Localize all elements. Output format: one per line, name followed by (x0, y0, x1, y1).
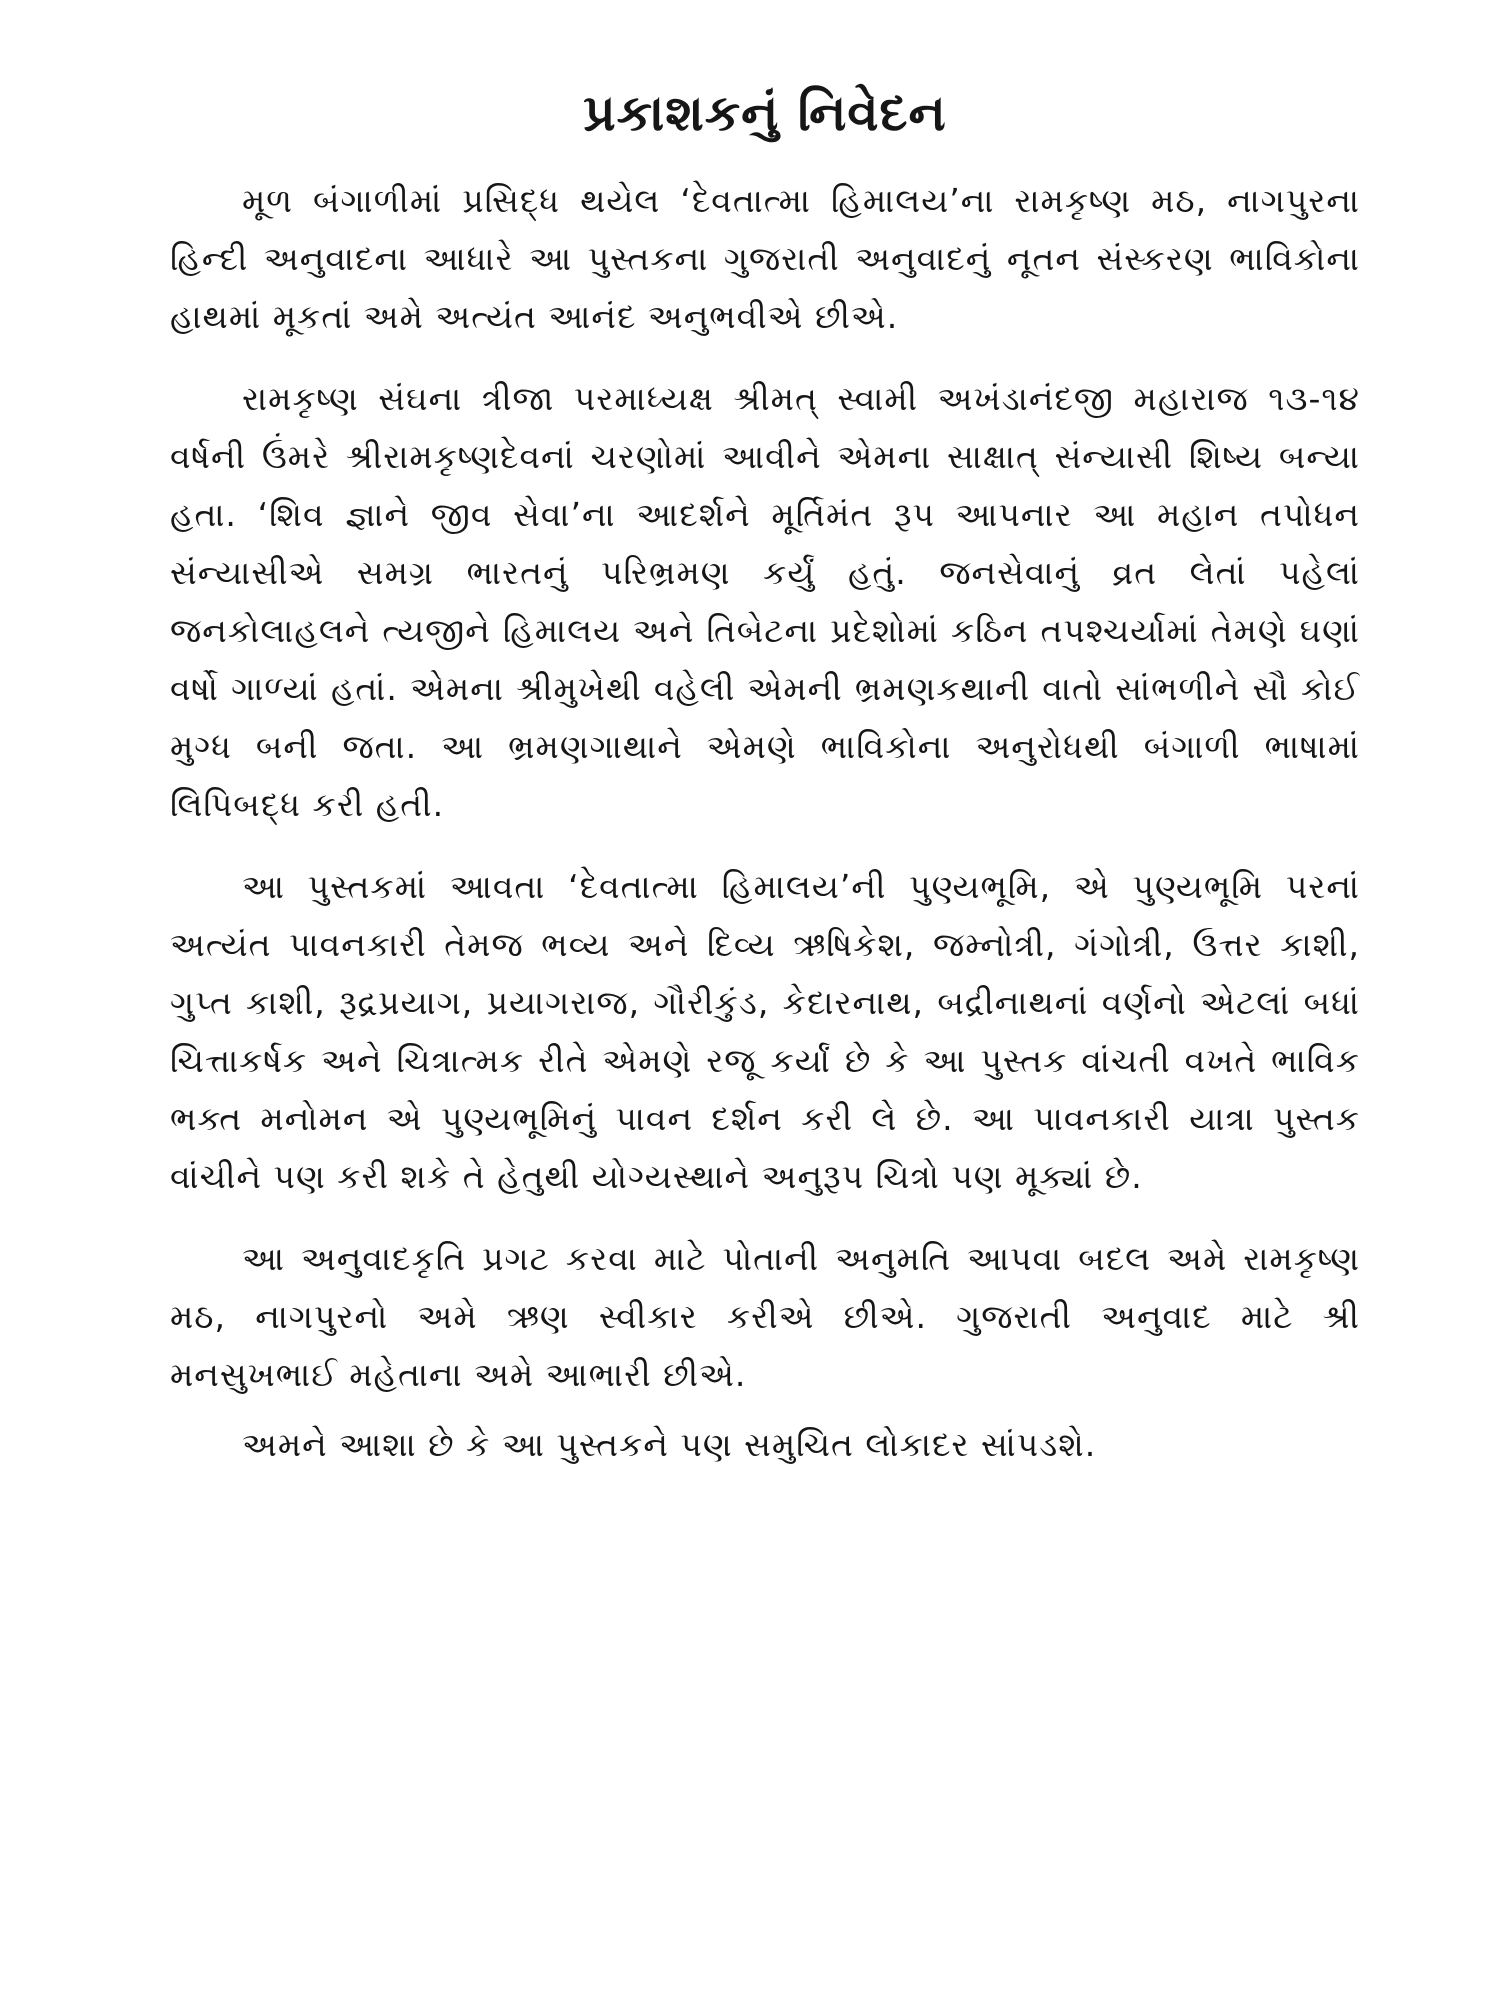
document-body (170, 172, 1360, 1474)
paragraph-4: આ અનુવાદકૃતિ પ્રગટ કરવા માટે પોતાની અનુમતિ આપવા બદલ અમે રામકૃષ્ણ મઠ, નાગપુરનો અમે ઋણ સ્વીકાર કરીએ છીએ. ગુજરાતી અનુવાદ માટે શ્રી મનસુખભાઈ મહેતાના અમે આભારી છીએ. (170, 1239, 1360, 1394)
page-title: પ્રકાશકનું નિવેદન (583, 84, 947, 142)
paragraph-5: અમને આશા છે કે આ પુસ્તકને પણ સમુચિત લોકાદર સાંપડશે. (242, 1425, 1097, 1464)
paragraph-1: મૂળ બંગાળીમાં પ્રસિદ્ધ થયેલ ‘દેવતાત્મા હિમાલય’ના રામકૃષ્ણ મઠ, નાગપુરના હિન્દી અનુવાદના આધારે આ પુસ્તકના ગુજરાતી અનુવાદનું નૂતન સંસ્કરણ ભાવિકોના હાથમાં મૂકતાં અમે અત્યંત આનંદ અનુભવીએ છીએ. (170, 181, 1360, 336)
paragraph-2: રામકૃષ્ણ સંઘના ત્રીજા પરમાધ્યક્ષ શ્રીમત્ સ્વામી અખંડાનંદજી મહારાજ ૧૩-૧૪ વર્ષની ઉંમરે શ્રીરામકૃષ્ણદેવનાં ચરણોમાં આવીને એમના સાક્ષાત્ સંન્યાસી શિષ્ય બન્યા હતા. ‘શિવ જ્ઞાને જીવ સેવા’ના આદર્શને મૂર્તિમંત રૂપ આપનાર આ મહાન તપોધન સંન્યાસીએ સમગ્ર ભારતનું પરિભ્રમણ કર્યું હતું. જનસેવાનું વ્રત લેતાં પહેલાં જનકોલાહલને ત્યજીને હિમાલય અને તિબેટના પ્રદેશોમાં કઠિન તપશ્ચર્યામાં તેમણે ઘણાં વર્ષો ગાળ્યાં હતાં. એમના શ્રીમુખેથી વહેલી એમની ભ્રમણકથાની વાતો સાંભળીને સૌ કોઈ મુગ્ધ બની જતા. આ ભ્રમણગાથાને એમણે ભાવિકોના અનુરોધથી બંગાળી ભાષામાં લિપિબદ્ધ કરી હતી. (170, 379, 1360, 824)
paragraph-3: આ પુસ્તકમાં આવતા ‘દેવતાત્મા હિમાલય’ની પુણ્યભૂમિ, એ પુણ્યભૂમિ પરનાં અત્યંત પાવનકારી તેમજ ભવ્ય અને દિવ્ય ઋષિકેશ, જમ્નોત્રી, ગંગોત્રી, ઉત્તર કાશી, ગુપ્ત કાશી, રૂદ્રપ્રયાગ, પ્રયાગરાજ, ગૌરીકુંડ, કેદારનાથ, બદ્રીનાથનાં વર્ણનો એટલાં બધાં ચિત્તાકર્ષક અને ચિત્રાત્મક રીતે એમણે રજૂ કર્યાં છે કે આ પુસ્તક વાંચતી વખતે ભાવિક ભક્ત મનોમન એ પુણ્યભૂમિનું પાવન દર્શન કરી લે છે. આ પાવનકારી યાત્રા પુસ્તક વાંચીને પણ કરી શકે તે હેતુથી યોગ્યસ્થાને અનુરૂપ ચિત્રો પણ મૂક્યાં છે. (170, 867, 1360, 1196)
